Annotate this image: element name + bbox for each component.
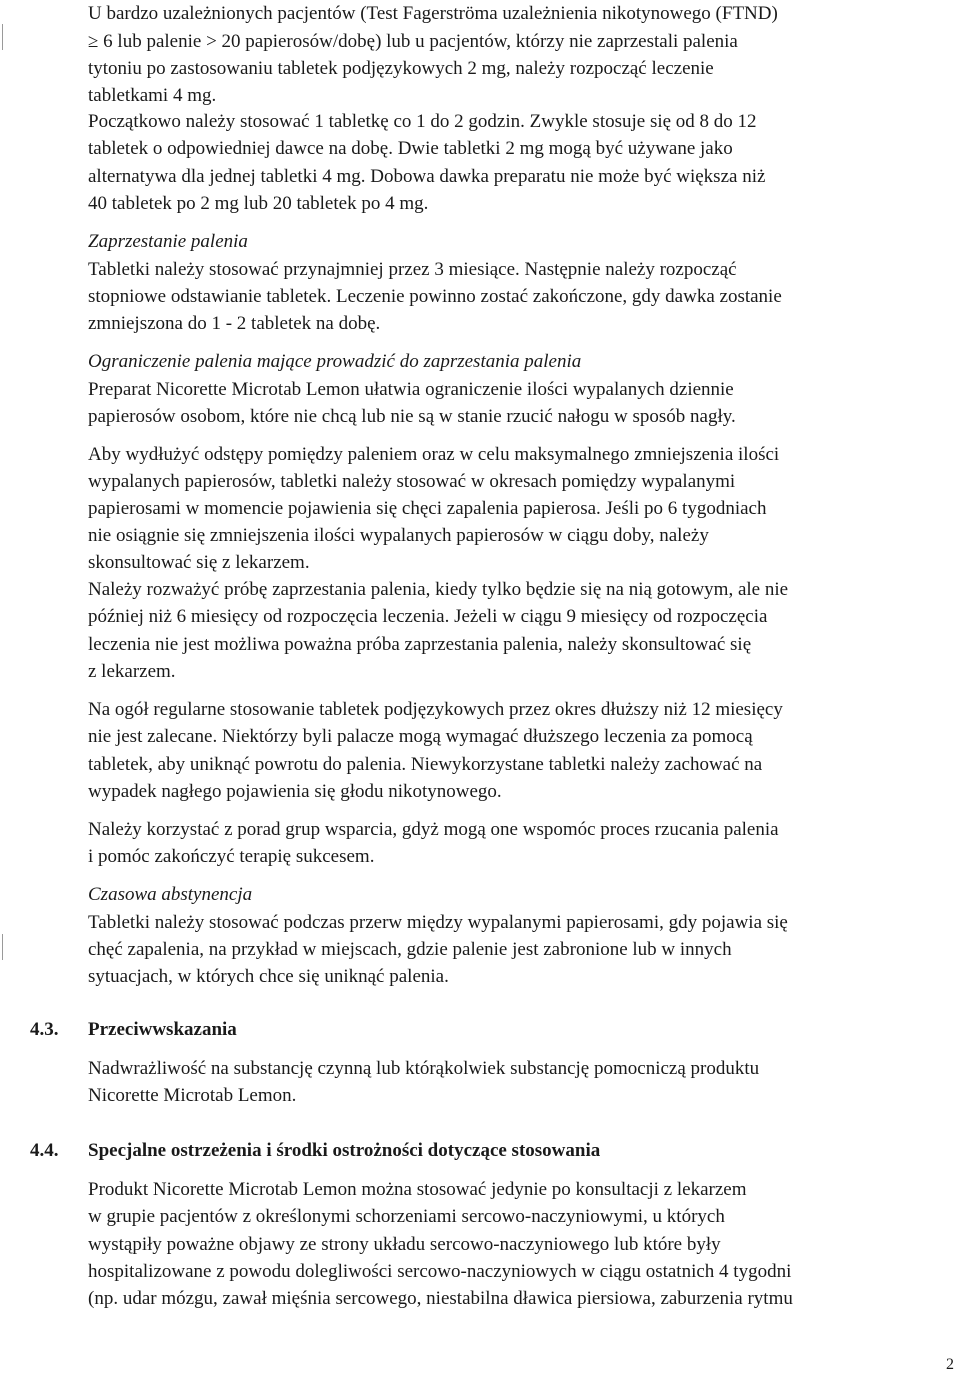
paragraph-line: (np. udar mózgu, zawał mięśnia sercowego, niestabilna dławica piersiowa, zaburzenia rytmu [88, 1288, 793, 1309]
paragraph-line: i pomóc zakończyć terapię sukcesem. [88, 846, 375, 867]
paragraph-line: alternatywa dla jednej tabletki 4 mg. Dobowa dawka preparatu nie może być większa niż [88, 166, 766, 187]
section-heading: Ograniczenie palenia mające prowadzić do zaprzestania palenia [88, 351, 582, 372]
paragraph-line: tabletek o odpowiedniej dawce na dobę. Dwie tabletki 2 mg mogą być używane jako [88, 138, 733, 159]
paragraph-line: skonsultować się z lekarzem. [88, 552, 310, 573]
paragraph-line: chęć zapalenia, na przykład w miejscach, gdzie palenie jest zabronione lub w innych [88, 939, 732, 960]
paragraph-line: wypalanych papierosów, tabletki należy stosować w okresach pomiędzy wypalanymi [88, 471, 736, 492]
section-heading: Zaprzestanie palenia [88, 231, 248, 252]
paragraph-line: Należy korzystać z porad grup wsparcia, gdyż mogą one wspomóc proces rzucania palenia [88, 819, 779, 840]
section-title: Przeciwwskazania [88, 1019, 237, 1040]
paragraph-line: Preparat Nicorette Microtab Lemon ułatwia ograniczenie ilości wypalanych dziennie [88, 379, 734, 400]
paragraph-line: w grupie pacjentów z określonymi schorzeniami sercowo-naczyniowymi, u których [88, 1206, 725, 1227]
revision-bar [2, 934, 3, 960]
paragraph-line: zmniejszona do 1 - 2 tabletek na dobę. [88, 313, 381, 334]
paragraph-line: Nicorette Microtab Lemon. [88, 1085, 297, 1106]
section-heading: Czasowa abstynencja [88, 884, 253, 905]
paragraph-line: wystąpiły poważne objawy ze strony układu sercowo-naczyniowego lub które były [88, 1234, 721, 1255]
paragraph-line: tytoniu po zastosowaniu tabletek podjęzykowych 2 mg, należy rozpocząć leczenie [88, 58, 714, 79]
paragraph-line: papierosami w momencie pojawienia się chęci zapalenia papierosa. Jeśli po 6 tygodniach [88, 498, 767, 519]
paragraph-line: tabletek, aby uniknąć powrotu do palenia. Niewykorzystane tabletki należy zachować na [88, 754, 763, 775]
paragraph-line: leczenia nie jest możliwa poważna próba zaprzestania palenia, należy skonsultować się [88, 634, 752, 655]
paragraph-line: nie jest zalecane. Niektórzy byli palacze mogą wymagać dłuższego leczenia za pomocą [88, 726, 753, 747]
paragraph-line: później niż 6 miesięcy od rozpoczęcia leczenia. Jeżeli w ciągu 9 miesięcy od rozpoczęcia [88, 606, 768, 627]
paragraph-line: nie osiągnie się zmniejszenia ilości wypalanych papierosów w ciągu doby, należy [88, 525, 709, 546]
paragraph-line: Produkt Nicorette Microtab Lemon można stosować jedynie po konsultacji z lekarzem [88, 1179, 747, 1200]
revision-bar [2, 24, 3, 50]
paragraph-line: U bardzo uzależnionych pacjentów (Test Fagerströma uzależnienia nikotynowego (FTND) [88, 3, 778, 24]
paragraph-line: Aby wydłużyć odstępy pomiędzy paleniem oraz w celu maksymalnego zmniejszenia ilości [88, 444, 780, 465]
paragraph-line: tabletkami 4 mg. [88, 85, 217, 106]
paragraph-line: papierosów osobom, które nie chcą lub nie są w stanie rzucić nałogu w sposób nagły. [88, 406, 736, 427]
paragraph-line: wypadek nagłego pojawienia się głodu nikotynowego. [88, 781, 502, 802]
section-number: 4.3. [30, 1019, 59, 1040]
paragraph-line: Nadwrażliwość na substancję czynną lub którąkolwiek substancję pomocniczą produktu [88, 1058, 760, 1079]
paragraph-line: hospitalizowane z powodu dolegliwości sercowo-naczyniowych w ciągu ostatnich 4 tygodni [88, 1261, 792, 1282]
paragraph-line: z lekarzem. [88, 661, 176, 682]
section-title: Specjalne ostrzeżenia i środki ostrożności dotyczące stosowania [88, 1140, 601, 1161]
section-number: 4.4. [30, 1140, 59, 1161]
paragraph-line: ≥ 6 lub palenie > 20 papierosów/dobę) lub u pacjentów, którzy nie zaprzestali palenia [88, 31, 738, 52]
paragraph-line: Należy rozważyć próbę zaprzestania palenia, kiedy tylko będzie się na nią gotowym, ale nie [88, 579, 789, 600]
paragraph-line: sytuacjach, w których chce się uniknąć palenia. [88, 966, 449, 987]
paragraph-line: 40 tabletek po 2 mg lub 20 tabletek po 4 mg. [88, 193, 429, 214]
paragraph-line: Na ogół regularne stosowanie tabletek podjęzykowych przez okres dłuższy niż 12 miesięcy [88, 699, 783, 720]
paragraph-line: Początkowo należy stosować 1 tabletkę co 1 do 2 godzin. Zwykle stosuje się od 8 do 12 [88, 111, 757, 132]
page-number: 2 [946, 1356, 954, 1373]
paragraph-line: Tabletki należy stosować podczas przerw między wypalanymi papierosami, gdy pojawia się [88, 912, 788, 933]
paragraph-line: Tabletki należy stosować przynajmniej przez 3 miesiące. Następnie należy rozpocząć [88, 259, 737, 280]
paragraph-line: stopniowe odstawianie tabletek. Leczenie powinno zostać zakończone, gdy dawka zostanie [88, 286, 782, 307]
